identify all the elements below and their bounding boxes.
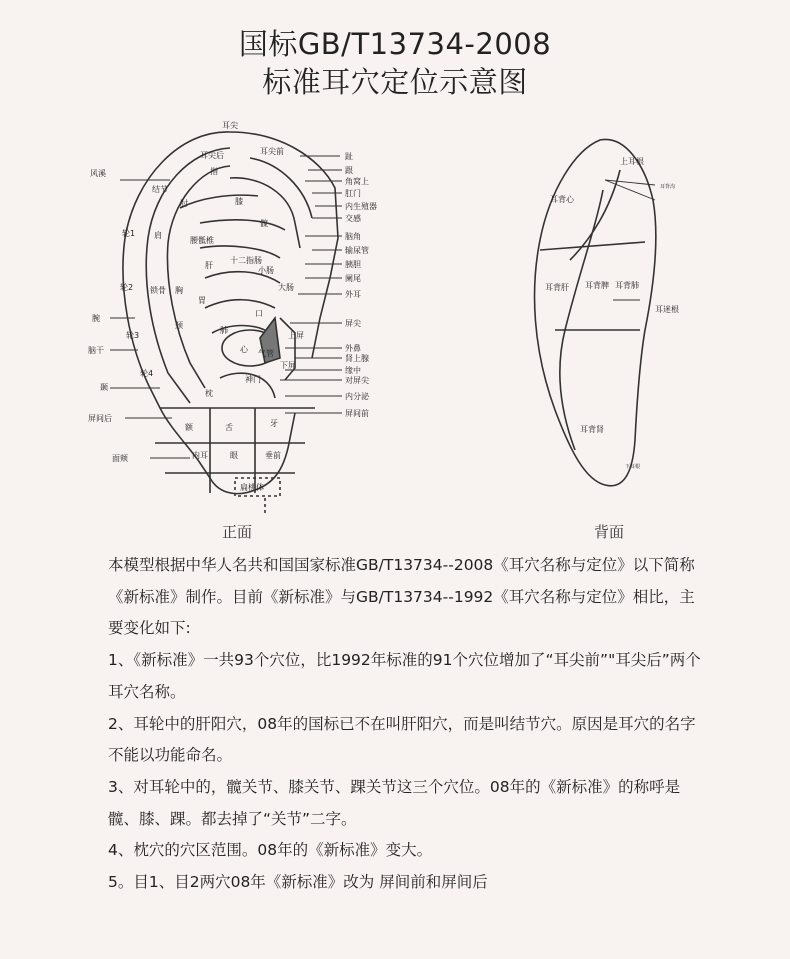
- front-right-label: 趾: [345, 152, 353, 161]
- front-inner-label: 胃: [198, 296, 206, 305]
- back-label: 耳背脾: [585, 281, 609, 290]
- front-inner-label: 气管: [258, 349, 274, 358]
- front-inner-label: 锁骨: [150, 286, 166, 295]
- front-inner-label: 牙: [270, 419, 278, 428]
- front-inner-label: 耳尖前: [260, 147, 284, 156]
- front-right-label: 跟: [345, 166, 353, 175]
- front-inner-label: 肘: [180, 199, 188, 208]
- front-right-label: 胰胆: [345, 260, 361, 269]
- front-inner-label: 上屏: [288, 331, 304, 340]
- front-inner-label: 膝: [235, 197, 243, 206]
- front-inner-label: 指: [210, 167, 218, 176]
- front-inner-label: 腰骶椎: [190, 236, 214, 245]
- front-label-top: 耳尖: [222, 121, 238, 130]
- front-left-label: 腕: [92, 314, 100, 323]
- front-inner-label: 额: [185, 423, 193, 432]
- front-ear-diagram: [80, 118, 377, 513]
- back-label: 耳迷根: [655, 305, 679, 314]
- front-inner-label: 颈: [175, 321, 183, 330]
- front-inner-label: 口: [255, 309, 263, 318]
- paragraph: 3、对耳轮中的，髋关节、膝关节、踝关节这三个穴位。08年的《新标准》的称呼是髋、膝、踝。都去掉了“关节”二字。: [108, 777, 681, 828]
- front-inner-label: 肺: [220, 326, 228, 335]
- caption-front: 正面: [222, 523, 253, 541]
- front-inner-label: 肝: [205, 261, 213, 270]
- front-inner-label: 眼: [230, 451, 238, 460]
- front-left-label: 风溪: [90, 169, 106, 178]
- caption-back: 背面: [594, 523, 625, 541]
- paragraph: 4、枕穴的穴区范围。08年的《新标准》变大。: [108, 841, 433, 860]
- front-inner-label: 神门: [245, 375, 261, 384]
- front-right-label: 内分泌: [345, 392, 369, 401]
- front-inner-label: 小肠: [258, 266, 274, 275]
- front-right-label: 外鼻: [345, 344, 361, 353]
- front-inner-label: 扁桃体: [240, 483, 264, 492]
- front-inner-label: 下屏: [280, 361, 296, 370]
- front-right-label: 肛门: [345, 189, 361, 198]
- front-right-label: 交感: [345, 214, 361, 223]
- description-text: [108, 550, 708, 899]
- front-inner-label: 髋: [260, 219, 268, 228]
- front-inner-label: 胸: [175, 286, 183, 295]
- front-inner-label: 内耳: [192, 451, 208, 460]
- back-label: 耳背心: [550, 195, 574, 204]
- front-right-label: 角窝上: [345, 177, 369, 186]
- back-label: 上耳根: [620, 157, 644, 166]
- back-label: 耳背肺: [615, 281, 639, 290]
- front-right-label: 阑尾: [345, 274, 361, 283]
- back-label: 耳背肝: [545, 283, 569, 292]
- front-inner-label: 枕: [205, 389, 213, 398]
- page-title-line2: 标准耳穴定位示意图: [262, 65, 528, 99]
- paragraph: 本模型根据中华人名共和国国家标准GB/T13734--2008《耳穴名称与定位》以下简称《新标准》制作。目前《新标准》与GB/T13734--1992《耳穴名称与定位》相比，主要变化如下:: [108, 556, 695, 638]
- front-right-label: 脑角: [345, 232, 361, 241]
- back-ear-diagram: [525, 130, 695, 500]
- front-right-label: 输尿管: [345, 246, 369, 255]
- page-title-line1: 国标GB/T13734-2008: [238, 27, 552, 61]
- front-left-label: 脑干: [88, 346, 104, 355]
- front-inner-label: 肩: [154, 231, 162, 240]
- front-right-label: 屏尖: [345, 319, 361, 328]
- paragraph: 2、耳轮中的肝阳穴，08年的国标已不在叫肝阳穴，而是叫结节穴。原因是耳穴的名字不能以功能命名。: [108, 714, 696, 765]
- front-inner-label: 结节: [152, 185, 168, 194]
- front-right-label: 对屏尖: [345, 376, 369, 385]
- front-inner-label: 舌: [225, 423, 233, 432]
- front-left-label: 轮1: [122, 229, 136, 238]
- front-right-label: 肾上腺: [345, 354, 369, 363]
- back-label: 下耳根: [625, 464, 641, 470]
- front-left-label: 颞: [100, 383, 108, 392]
- front-inner-label: 十二指肠: [230, 256, 262, 265]
- front-right-label: 屏间前: [345, 409, 369, 418]
- paragraph: 1、《新标准》一共93个穴位，比1992年标准的91个穴位增加了“耳尖前”"耳尖后”两个耳穴名称。: [108, 651, 701, 701]
- front-left-label: 轮3: [126, 331, 140, 340]
- front-inner-label: 垂前: [265, 451, 281, 460]
- front-left-label: 屏间后: [88, 414, 112, 423]
- front-right-label: 外耳: [345, 290, 361, 299]
- front-left-label: 轮4: [140, 369, 154, 378]
- paragraph: 5。目1、目2两穴08年《新标准》改为 屏间前和屏间后: [108, 873, 488, 892]
- front-inner-label: 心: [240, 345, 248, 354]
- front-inner-label: 耳尖后: [200, 151, 224, 160]
- back-label: 耳背沟: [660, 184, 676, 190]
- front-left-label: 面颊: [112, 454, 128, 463]
- front-inner-label: 大肠: [278, 283, 294, 292]
- front-left-label: 轮2: [120, 283, 134, 292]
- back-label: 耳背肾: [580, 425, 604, 434]
- front-right-label: 内生殖器: [345, 202, 377, 211]
- front-right-label: 缘中: [345, 366, 361, 375]
